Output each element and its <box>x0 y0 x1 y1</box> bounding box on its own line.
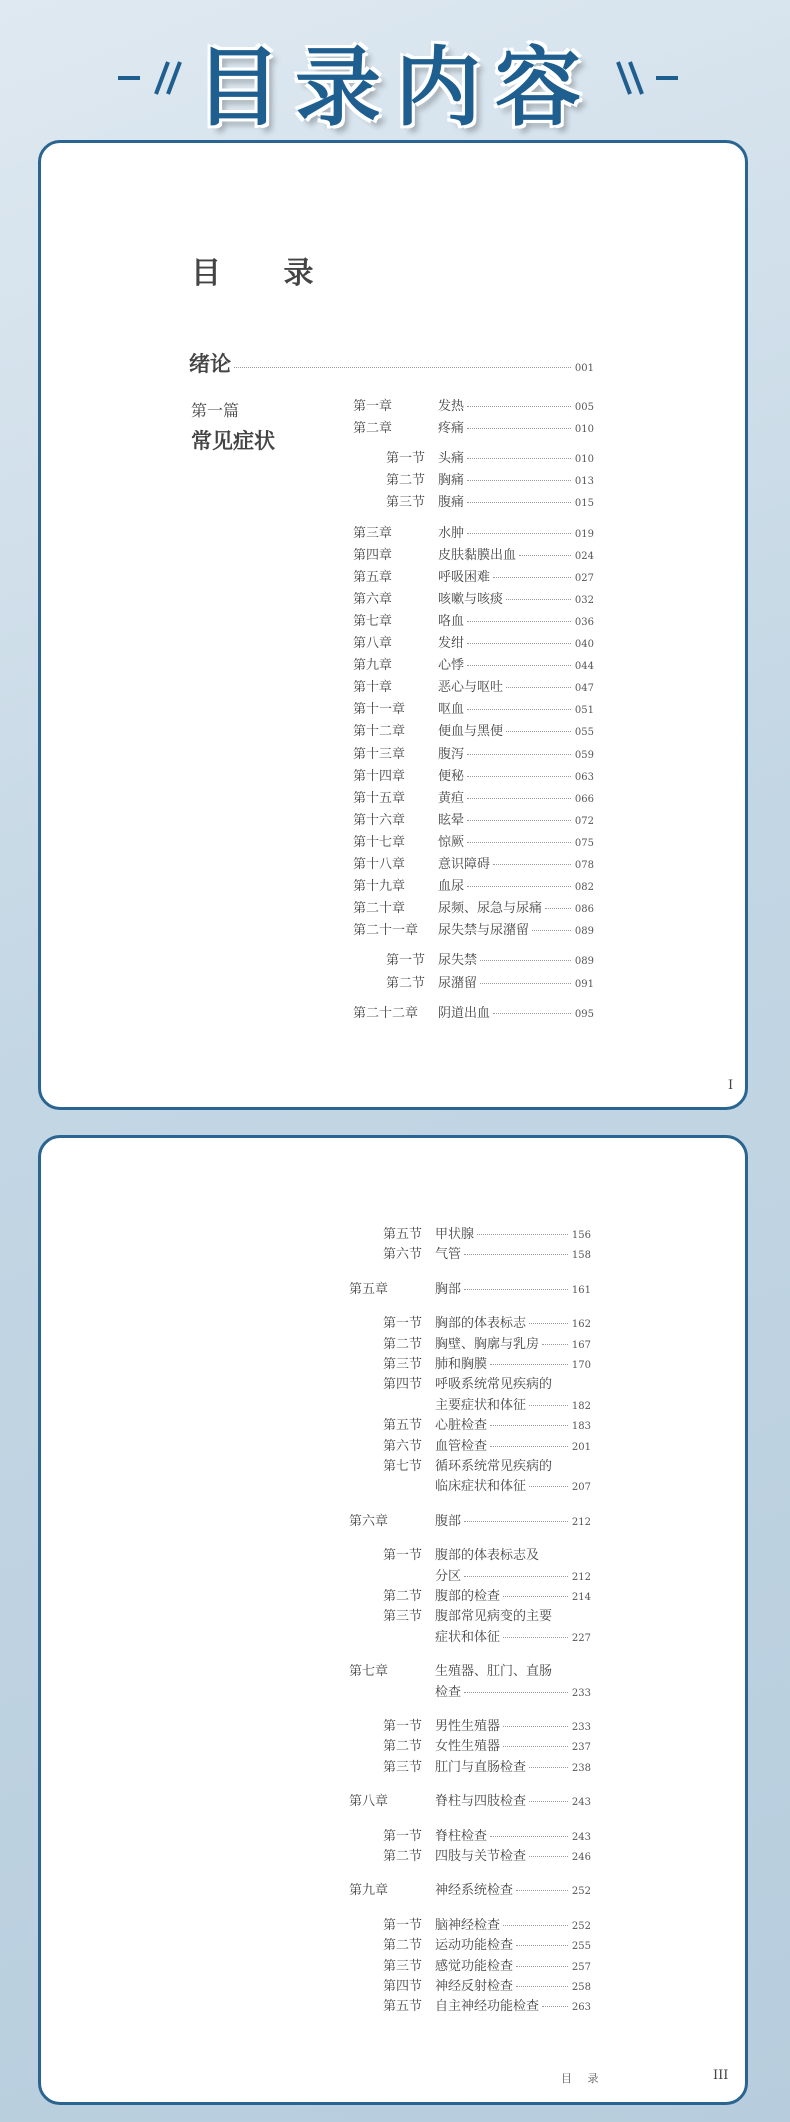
leader-dots <box>467 502 571 503</box>
leader-dots <box>464 1692 568 1693</box>
leader-dots <box>467 480 571 481</box>
page-ref: 047 <box>574 683 594 695</box>
section-title: 胸壁、胸廓与乳房 <box>435 1336 540 1352</box>
section-number: 第三节 <box>383 1958 423 1974</box>
page-ref: 212 <box>571 1571 591 1583</box>
running-footer: 目 录 <box>561 2072 605 2085</box>
leader-dots <box>467 428 571 429</box>
toc-chapter-entry[interactable] <box>349 1790 591 1808</box>
section-number: 第一节 <box>383 1316 423 1332</box>
leader-dots <box>529 1486 568 1487</box>
chapter-title: 腹泻 <box>438 746 465 762</box>
leader-dots <box>516 1890 568 1891</box>
page-ref: 089 <box>574 956 594 968</box>
section-number: 第二节 <box>383 1589 423 1604</box>
chapter-number: 第二十章 <box>353 901 406 917</box>
leader-dots <box>467 776 571 777</box>
toc-chapter-entry[interactable] <box>353 809 594 827</box>
section-number: 第二节 <box>386 975 426 991</box>
leader-dots <box>503 1637 568 1638</box>
section-number: 第一节 <box>386 451 426 467</box>
chapter-number: 第十七章 <box>353 834 406 850</box>
chapter-title: 黄疸 <box>438 790 465 806</box>
leader-dots <box>490 1836 568 1837</box>
chapter-title: 神经系统检查 <box>435 1883 514 1899</box>
chapter-title: 阴道出血 <box>438 1005 491 1021</box>
chapter-title: 血尿 <box>438 879 465 895</box>
section-title: 女性生殖器 <box>435 1739 501 1755</box>
chapter-title: 发热 <box>438 399 465 414</box>
section-title: 腹部常见病变的主要 <box>435 1609 553 1625</box>
leader-dots <box>493 1013 571 1014</box>
page-ref: 072 <box>574 815 594 827</box>
page-ref: 015 <box>574 498 594 510</box>
leader-dots <box>467 533 571 534</box>
section-title: 脊柱检查 <box>435 1828 488 1844</box>
toc-chapter-entry[interactable] <box>353 566 594 584</box>
toc-section-entry[interactable] <box>383 1435 591 1453</box>
toc-entry-continuation[interactable] <box>435 1394 591 1412</box>
leader-dots <box>490 1425 568 1426</box>
chapter-number: 第八章 <box>349 1794 389 1810</box>
entry-title-continuation: 分区 <box>435 1568 462 1584</box>
page-ref: 075 <box>574 837 594 849</box>
chapter-number: 第七章 <box>349 1664 389 1680</box>
chapter-title: 心悸 <box>438 658 465 674</box>
chapter-number: 第五章 <box>349 1281 389 1297</box>
toc-chapter-entry[interactable] <box>353 395 594 413</box>
leader-dots <box>529 1856 568 1857</box>
toc-section-entry[interactable] <box>383 1975 591 1993</box>
chapter-title: 疼痛 <box>438 421 465 437</box>
section-number: 第三节 <box>386 495 426 511</box>
leader-dots <box>542 2006 568 2007</box>
section-title: 神经反射检查 <box>435 1979 514 1994</box>
leader-dots <box>516 1986 568 1987</box>
page-ref: 237 <box>571 1742 591 1754</box>
page-ref: 233 <box>571 1722 591 1733</box>
leader-dots <box>480 960 571 961</box>
banner-title: 目录内容 <box>195 38 595 138</box>
page-ref: 233 <box>571 1687 591 1699</box>
section-number: 第六节 <box>383 1247 423 1263</box>
toc-chapter-entry[interactable] <box>353 897 594 915</box>
section-title: 血管检查 <box>435 1438 488 1454</box>
intro-label: 绪论 <box>189 351 231 376</box>
chapter-number: 第四章 <box>353 547 393 563</box>
page-ref: 161 <box>571 1284 591 1296</box>
page-ref: 055 <box>574 727 594 739</box>
chapter-number: 第二章 <box>353 421 393 437</box>
chapter-title: 生殖器、肛门、直肠 <box>435 1664 553 1680</box>
page-ref: 246 <box>571 1852 591 1863</box>
entry-title-continuation: 检查 <box>435 1684 462 1700</box>
chapter-number: 第十八章 <box>353 857 406 872</box>
page-ref: 091 <box>574 978 594 990</box>
toc-chapter-entry[interactable] <box>353 853 594 871</box>
section-number: 第四节 <box>383 1979 423 1994</box>
leader-dots <box>503 1746 568 1747</box>
leader-dots <box>529 1801 568 1802</box>
chapter-number: 第十二章 <box>353 724 406 740</box>
section-title: 自主神经功能检查 <box>435 1999 540 2015</box>
toc-section-entry[interactable] <box>383 1715 591 1733</box>
leader-dots <box>516 1945 568 1946</box>
toc-page-1 <box>38 140 748 1110</box>
chapter-number: 第二十二章 <box>353 1005 419 1021</box>
page-ref: 158 <box>571 1250 591 1262</box>
page-ref: 059 <box>574 749 594 761</box>
section-number: 第一节 <box>383 1917 423 1933</box>
section-number: 第一节 <box>386 953 426 969</box>
chapter-title: 意识障碍 <box>438 857 491 872</box>
chapter-title: 呼吸困难 <box>438 569 491 585</box>
page-ref: 027 <box>574 572 594 584</box>
section-title: 肛门与直肠检查 <box>435 1759 527 1775</box>
section-title: 气管 <box>435 1247 462 1263</box>
toc-chapter-entry[interactable] <box>353 610 594 628</box>
leader-dots <box>464 1521 568 1522</box>
page-ref: 010 <box>574 424 594 436</box>
toc-chapter-entry[interactable] <box>353 676 594 694</box>
page-number: III <box>713 2068 729 2083</box>
page-ref: 207 <box>571 1482 591 1494</box>
leader-dots <box>490 1364 568 1365</box>
section-title: 尿潴留 <box>438 975 478 991</box>
page-ref: 024 <box>574 550 594 562</box>
leader-dots <box>519 555 571 556</box>
section-number: 第五节 <box>383 1227 423 1242</box>
leader-dots <box>480 983 571 984</box>
leader-dots <box>467 754 571 755</box>
leader-dots <box>467 820 571 821</box>
leader-dots <box>493 577 571 578</box>
chapter-title: 咯血 <box>438 613 465 629</box>
leader-dots <box>503 1596 568 1597</box>
toc-intro-entry[interactable] <box>189 348 594 378</box>
page-ref: 182 <box>571 1400 591 1412</box>
page-ref: 078 <box>574 860 594 871</box>
toc-section-entry[interactable] <box>383 1243 591 1261</box>
chapter-number: 第十四章 <box>353 768 406 784</box>
toc-chapter-entry[interactable] <box>353 765 594 783</box>
leader-dots <box>467 798 571 799</box>
page-ref: 252 <box>571 1886 591 1898</box>
leader-dots <box>532 930 571 931</box>
toc-chapter-entry[interactable] <box>349 1879 591 1897</box>
toc-entry-continuation[interactable] <box>435 1626 591 1644</box>
leader-dots <box>467 643 571 644</box>
part-number: 第一篇 <box>191 401 240 420</box>
section-number: 第二节 <box>383 1938 423 1954</box>
page-ref: 086 <box>574 904 594 916</box>
chapter-number: 第七章 <box>353 613 393 629</box>
page-ref: 063 <box>574 771 594 783</box>
toc-chapter-entry[interactable] <box>353 417 594 435</box>
page-ref: 013 <box>574 476 594 488</box>
chapter-number: 第十六章 <box>353 812 406 828</box>
toc-section-entry[interactable] <box>383 1585 591 1603</box>
section-number: 第一节 <box>383 1828 423 1844</box>
toc-chapter-entry[interactable] <box>353 654 594 672</box>
page-ref: 238 <box>571 1762 591 1774</box>
toc-entry-continuation[interactable] <box>435 1565 591 1583</box>
toc-section-entry[interactable] <box>383 1353 591 1371</box>
toc-section-entry[interactable] <box>386 972 594 990</box>
leader-dots <box>503 1726 568 1727</box>
page-ref: 167 <box>571 1339 591 1351</box>
page-ref: 183 <box>571 1421 591 1433</box>
leader-dots <box>545 908 571 909</box>
toc-chapter-entry[interactable] <box>353 1002 594 1020</box>
page-ref: 082 <box>574 882 594 894</box>
toc-section-entry[interactable] <box>383 1455 591 1473</box>
page-ref: 066 <box>574 793 594 805</box>
section-number: 第三节 <box>383 1357 423 1372</box>
chapter-title: 尿失禁与尿潴留 <box>438 923 530 939</box>
section-title: 腹部的检查 <box>435 1589 501 1604</box>
toc-section-entry[interactable] <box>386 949 594 967</box>
leader-dots <box>529 1405 568 1406</box>
toc-section-entry[interactable] <box>383 1223 591 1241</box>
page-ref: 201 <box>571 1441 591 1453</box>
entry-title-continuation: 临床症状和体征 <box>435 1479 527 1495</box>
toc-chapter-entry[interactable] <box>353 787 594 805</box>
toc-section-entry[interactable] <box>383 1845 591 1863</box>
page-ref: 212 <box>571 1516 591 1528</box>
page-number: I <box>728 1078 734 1093</box>
section-number: 第二节 <box>386 473 426 489</box>
toc-chapter-entry[interactable] <box>353 588 594 606</box>
toc-chapter-entry[interactable] <box>353 544 594 562</box>
chapter-title: 胸部 <box>435 1281 462 1297</box>
page-ref: 095 <box>574 1008 594 1020</box>
leader-dots <box>506 599 571 600</box>
leader-dots <box>467 406 571 407</box>
chapter-title: 发绀 <box>438 636 465 651</box>
slash-decoration-right <box>610 58 680 98</box>
chapter-number: 第一章 <box>353 399 393 414</box>
section-title: 感觉功能检查 <box>435 1958 514 1974</box>
chapter-number: 第十五章 <box>353 790 406 806</box>
leader-dots <box>477 1234 568 1235</box>
section-number: 第三节 <box>383 1609 423 1625</box>
toc-chapter-entry[interactable] <box>353 875 594 893</box>
leader-dots <box>464 1576 568 1577</box>
chapter-number: 第八章 <box>353 636 393 651</box>
page-ref: 040 <box>574 639 594 650</box>
toc-section-entry[interactable] <box>383 1914 591 1932</box>
section-title: 腹痛 <box>438 495 465 511</box>
page-ref: 162 <box>571 1319 591 1331</box>
section-title: 甲状腺 <box>435 1227 475 1242</box>
page-ref: 001 <box>574 363 594 374</box>
section-number: 第五节 <box>383 1999 423 2015</box>
toc-chapter-entry[interactable] <box>353 632 594 650</box>
toc-section-entry[interactable] <box>383 1825 591 1843</box>
chapter-title: 眩晕 <box>438 812 465 828</box>
section-number: 第二节 <box>383 1336 423 1352</box>
section-title: 循环系统常见疾病的 <box>435 1459 553 1474</box>
entry-title-continuation: 主要症状和体征 <box>435 1397 527 1413</box>
toc-chapter-entry[interactable] <box>353 698 594 716</box>
chapter-number: 第九章 <box>353 658 393 674</box>
leader-dots <box>506 687 571 688</box>
chapter-number: 第六章 <box>349 1513 389 1529</box>
leader-dots <box>464 1289 568 1290</box>
section-number: 第七节 <box>383 1459 423 1474</box>
toc-chapter-entry[interactable] <box>353 831 594 849</box>
section-number: 第五节 <box>383 1418 423 1434</box>
page-ref: 051 <box>574 705 594 717</box>
chapter-title: 便秘 <box>438 768 465 784</box>
chapter-number: 第三章 <box>353 525 393 541</box>
leader-dots <box>490 1446 568 1447</box>
section-number: 第二节 <box>383 1849 423 1864</box>
toc-chapter-entry[interactable] <box>349 1510 591 1528</box>
leader-dots <box>467 886 571 887</box>
chapter-title: 腹部 <box>435 1513 462 1529</box>
toc-section-entry[interactable] <box>383 1735 591 1753</box>
chapter-number: 第十一章 <box>353 702 406 718</box>
page-ref: 255 <box>571 1941 591 1953</box>
toc-chapter-entry[interactable] <box>353 720 594 738</box>
toc-section-entry[interactable] <box>386 491 594 509</box>
chapter-title: 水肿 <box>438 525 465 541</box>
chapter-title: 咳嗽与咳痰 <box>438 591 504 607</box>
leader-dots <box>467 621 571 622</box>
leader-dots <box>234 367 571 368</box>
section-title: 脑神经检查 <box>435 1917 501 1933</box>
chapter-title: 便血与黑便 <box>438 724 504 740</box>
leader-dots <box>467 458 571 459</box>
page-ref: 032 <box>574 594 594 606</box>
chapter-title: 惊厥 <box>438 834 465 850</box>
page-ref: 089 <box>574 926 594 938</box>
page-ref: 005 <box>574 402 594 413</box>
toc-chapter-entry[interactable] <box>353 743 594 761</box>
leader-dots <box>506 731 571 732</box>
leader-dots <box>516 1966 568 1967</box>
chapter-number: 第六章 <box>353 591 393 607</box>
page-ref: 258 <box>571 1982 591 1993</box>
leader-dots <box>503 1925 568 1926</box>
section-number: 第六节 <box>383 1438 423 1454</box>
page-ref: 263 <box>571 2002 591 2014</box>
chapter-number: 第十三章 <box>353 746 406 762</box>
section-title: 尿失禁 <box>438 953 478 969</box>
section-title: 腹部的体表标志及 <box>435 1548 540 1564</box>
section-title: 运动功能检查 <box>435 1938 514 1954</box>
chapter-title: 恶心与呕吐 <box>438 680 504 696</box>
chapter-number: 第二十一章 <box>353 923 419 939</box>
leader-dots <box>529 1323 568 1324</box>
toc-section-entry[interactable] <box>383 1414 591 1432</box>
toc-section-entry[interactable] <box>383 1605 591 1623</box>
section-number: 第三节 <box>383 1759 423 1775</box>
leader-dots <box>542 1344 568 1345</box>
chapter-title: 呕血 <box>438 702 465 718</box>
part-label <box>191 398 275 455</box>
section-title: 呼吸系统常见疾病的 <box>435 1377 553 1393</box>
leader-dots <box>467 665 571 666</box>
leader-dots <box>467 709 571 710</box>
toc-section-entry[interactable] <box>383 1333 591 1351</box>
page-ref: 257 <box>571 1961 591 1973</box>
section-title: 头痛 <box>438 451 465 467</box>
toc-heading: 目 录 <box>191 256 340 291</box>
toc-entry-continuation[interactable] <box>435 1475 591 1493</box>
toc-section-entry[interactable] <box>383 1756 591 1774</box>
toc-section-entry[interactable] <box>386 447 594 465</box>
toc-chapter-entry[interactable] <box>349 1278 591 1296</box>
leader-dots <box>467 842 571 843</box>
page-ref: 214 <box>571 1592 591 1603</box>
toc-section-entry[interactable] <box>383 1544 591 1562</box>
page-ref: 044 <box>574 661 594 673</box>
section-title: 心脏检查 <box>435 1418 488 1434</box>
chapter-title: 尿频、尿急与尿痛 <box>438 901 543 917</box>
toc-section-entry[interactable] <box>383 1955 591 1973</box>
leader-dots <box>464 1254 568 1255</box>
section-title: 胸部的体表标志 <box>435 1316 527 1332</box>
section-title: 胸痛 <box>438 473 465 489</box>
section-title: 四肢与关节检查 <box>435 1849 527 1864</box>
section-number: 第一节 <box>383 1719 423 1734</box>
page-ref: 243 <box>571 1797 591 1809</box>
toc-page-2 <box>38 1135 748 2105</box>
page-ref: 227 <box>571 1632 591 1644</box>
toc-section-entry[interactable] <box>383 1934 591 1952</box>
toc-section-entry[interactable] <box>383 1373 591 1391</box>
section-number: 第四节 <box>383 1377 423 1393</box>
section-title: 肺和胸膜 <box>435 1357 488 1372</box>
toc-section-entry[interactable] <box>383 1312 591 1330</box>
section-number: 第一节 <box>383 1548 423 1564</box>
leader-dots <box>493 864 571 865</box>
toc-chapter-entry[interactable] <box>353 522 594 540</box>
chapter-number: 第十九章 <box>353 879 406 895</box>
page-ref: 252 <box>571 1920 591 1932</box>
section-number: 第二节 <box>383 1739 423 1755</box>
entry-title-continuation: 症状和体征 <box>435 1629 501 1645</box>
chapter-title: 脊柱与四肢检查 <box>435 1794 527 1810</box>
toc-chapter-entry[interactable] <box>353 919 594 937</box>
leader-dots <box>529 1767 568 1768</box>
page-ref: 156 <box>571 1230 591 1241</box>
page-ref: 036 <box>574 616 594 628</box>
page-ref: 019 <box>574 528 594 540</box>
chapter-title: 皮肤黏膜出血 <box>438 547 517 563</box>
page-ref: 010 <box>574 454 594 466</box>
toc-chapter-entry[interactable] <box>349 1660 591 1678</box>
toc-section-entry[interactable] <box>383 1995 591 2013</box>
page-ref: 243 <box>571 1831 591 1843</box>
toc-entry-continuation[interactable] <box>435 1681 591 1699</box>
chapter-number: 第十章 <box>353 680 393 696</box>
part-title: 常见症状 <box>191 428 275 453</box>
chapter-number: 第九章 <box>349 1883 389 1899</box>
banner <box>0 0 790 138</box>
section-title: 男性生殖器 <box>435 1719 501 1734</box>
page-ref: 170 <box>571 1360 591 1371</box>
toc-section-entry[interactable] <box>386 469 594 487</box>
chapter-number: 第五章 <box>353 569 393 585</box>
